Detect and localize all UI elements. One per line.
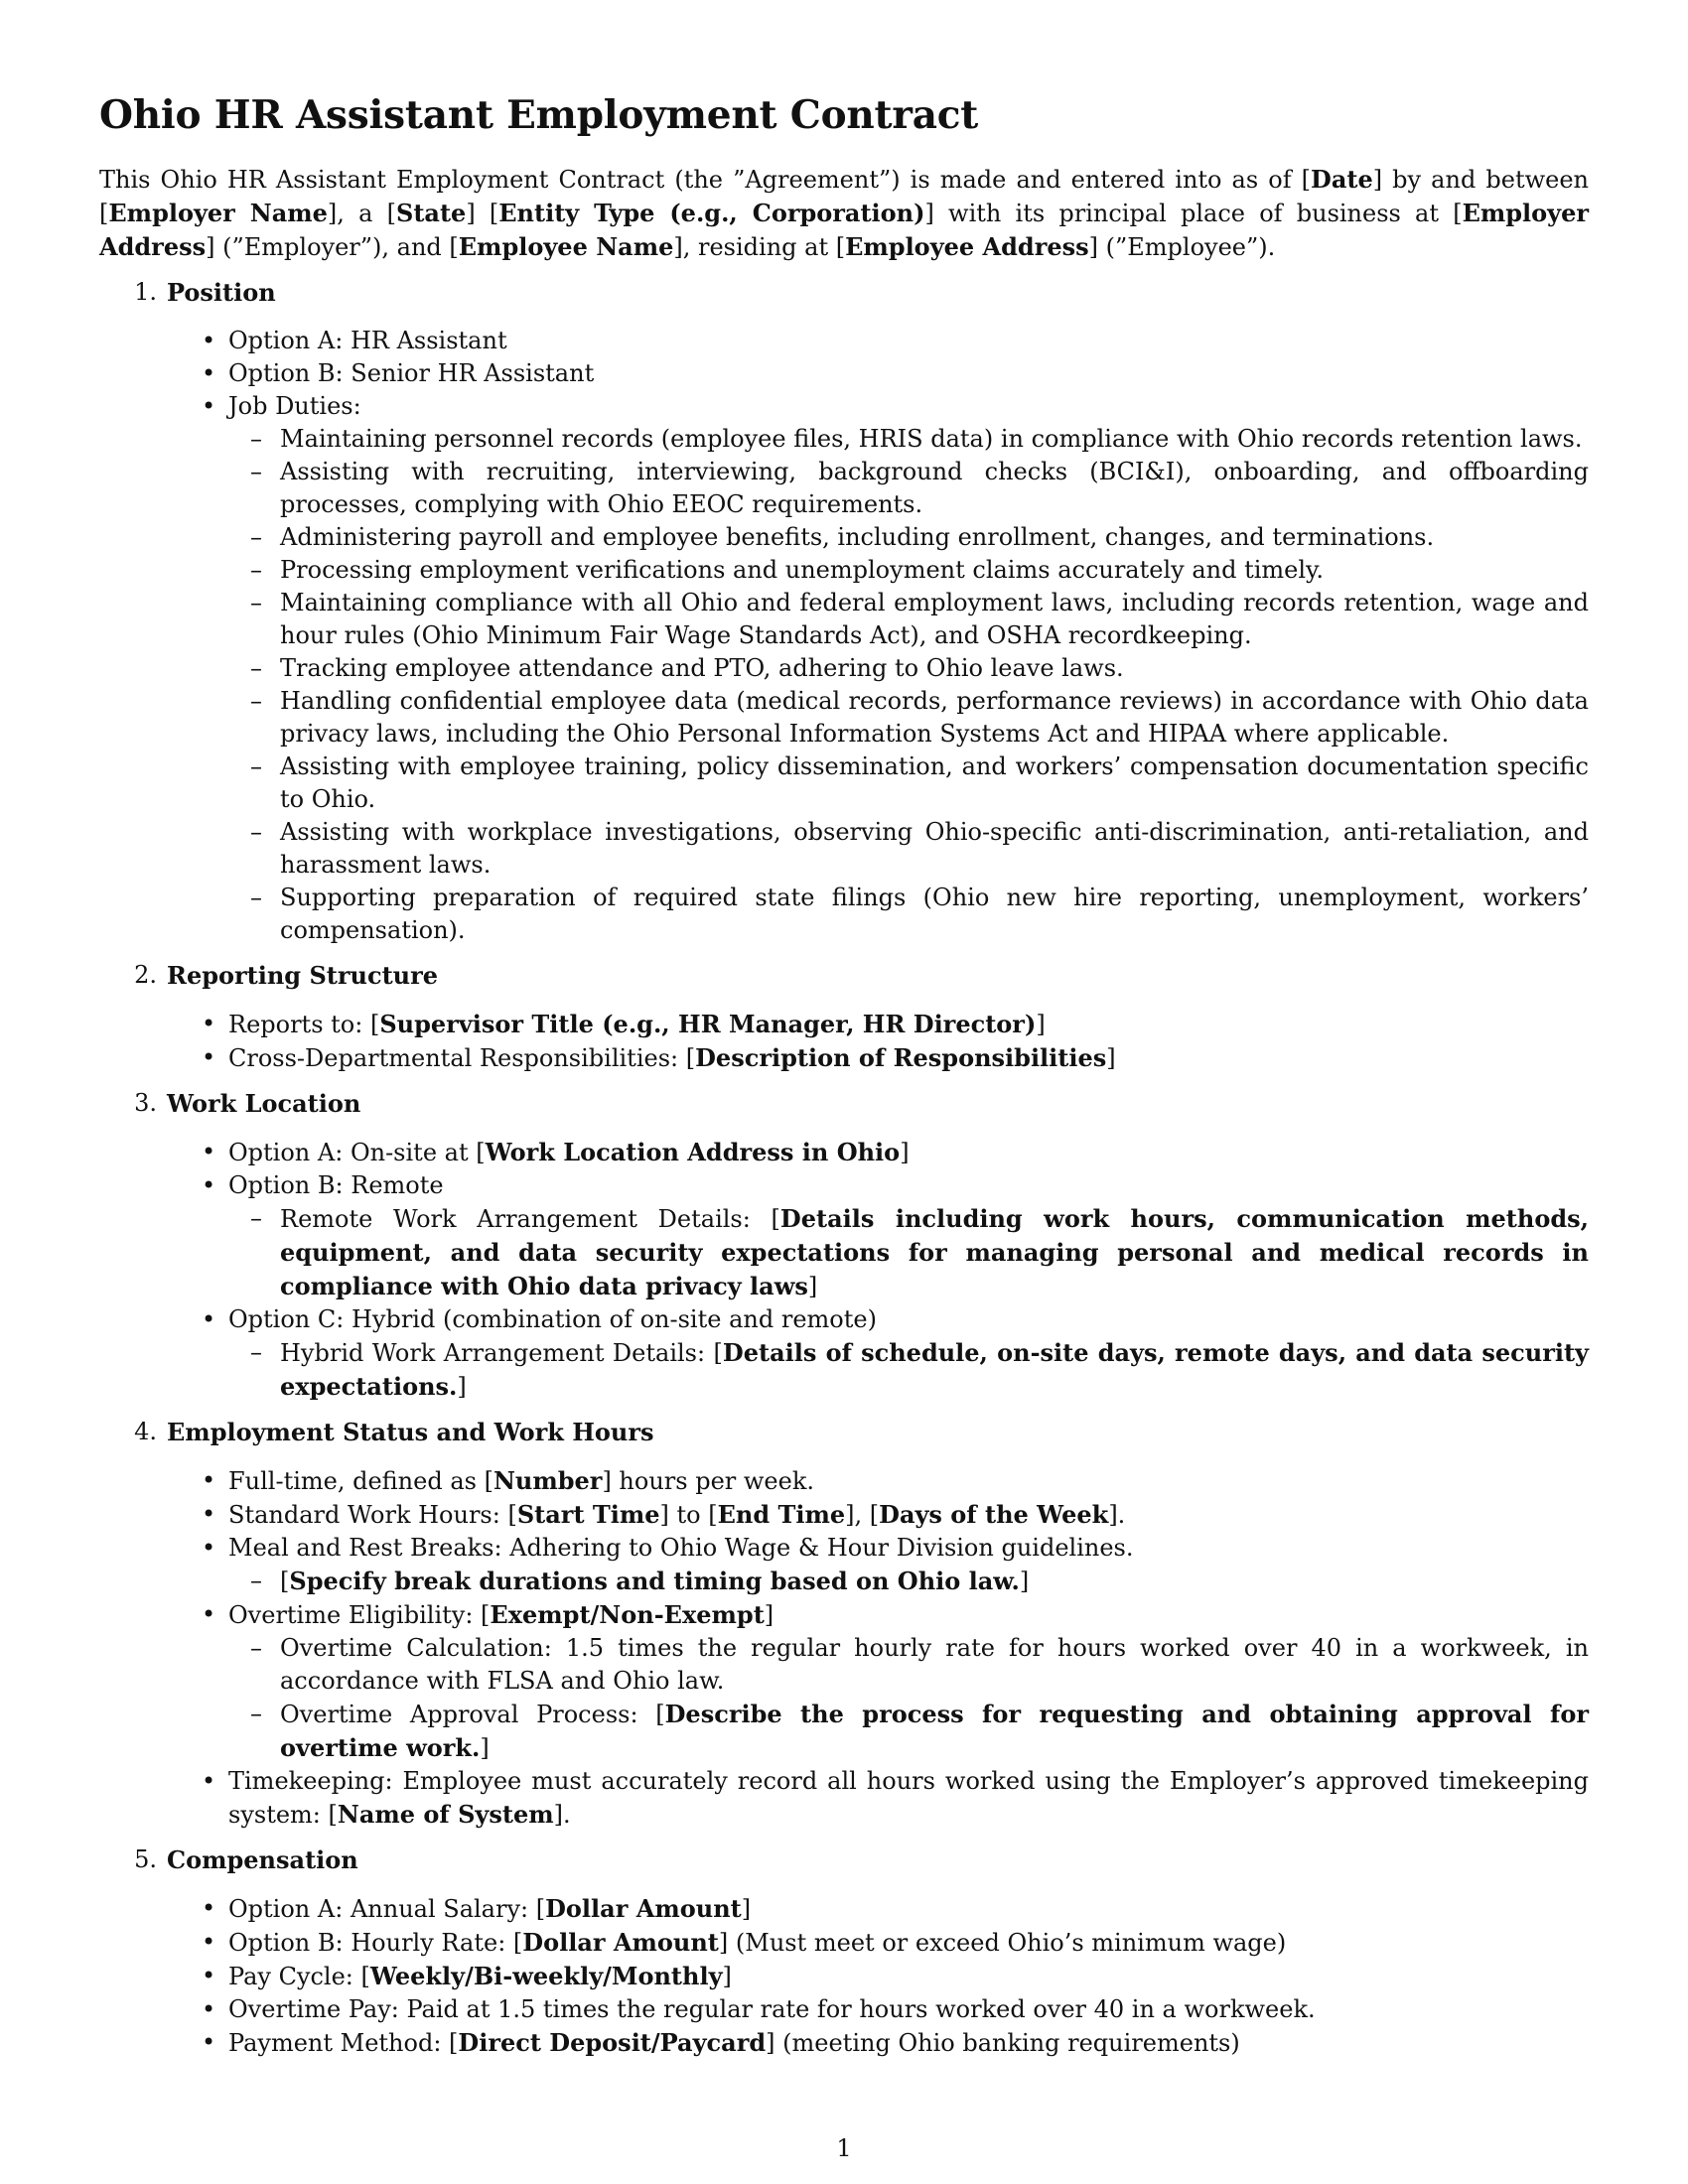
- list-item: • Job Duties: – Maintaining personnel records (employee files, HRIS data) in compliance with Ohio records retention laws. – Assisting with recruiting, interviewing, background checks (BCI&I), onboarding, and offboarding processes, complying with Ohio EEOC requirements. – Administering payroll and employee benefits, including enrollment, changes, and terminations. – Processing employment verifications and unemployment claims accurately and timely. – Maintaining compliance with all Ohio and federal employment laws, including records retention, wage and hour rules (Ohio Minimum Fair Wage Standards Act), and OSHA recordkeeping. – Tracking employee attendance and PTO, adhering to Ohio leave laws. – Handling confidential employee data (medical records, performance reviews) in accordance with Ohio data privacy laws, including the Ohio Personal Information Systems Act and HIPAA where applicable. – Assisting with employee training, policy dissemination, and workers’ compensation documentation specific to Ohio. – Assisting with workplace investigations, observing Ohio-specific anti-discrimination, anti-retaliation, and harassment laws. – Supporting preparation of required state filings (Ohio new hire reporting, unemployment, workers’ compensation).: [228, 390, 1589, 947]
- section-employment-status: [99, 1416, 1589, 1832]
- section-position: [99, 276, 1589, 947]
- list-item: • Option B: Senior HR Assistant: [202, 359, 595, 387]
- sub-item: – [Specify break durations and timing based on Ohio law.]: [250, 1567, 1030, 1595]
- section-heading: 4. Employment Status and Work Hours: [134, 1418, 654, 1446]
- section-compensation: [99, 1843, 1589, 2060]
- job-duties-list: [228, 423, 1589, 947]
- duty-item: – Assisting with recruiting, interviewing, background checks (BCI&I), onboarding, and offboarding processes, complying with Ohio EEOC requirements.: [250, 458, 1589, 518]
- sub-item: – Overtime Approval Process: [Describe the process for requesting and obtaining approval for overtime work.]: [250, 1700, 1589, 1762]
- intro-paragraph: This Ohio HR Assistant Employment Contract (the ”Agreement”) is made and entered into as of [Date] by and between [Employer Name], a [State] [Entity Type (e.g., Corporation)] with its principal place of business at [Employer Address] (”Employer”), and [Employee Name], residing at [Employee Address] (”Employee”).: [99, 165, 1590, 261]
- duty-item: – Tracking employee attendance and PTO, adhering to Ohio leave laws.: [250, 654, 1124, 682]
- list-item: • Payment Method: [Direct Deposit/Paycard] (meeting Ohio banking requirements): [202, 2028, 1240, 2057]
- section-heading: 5. Compensation: [134, 1845, 358, 1874]
- duty-item: – Administering payroll and employee benefits, including enrollment, changes, and terminations.: [250, 523, 1435, 551]
- list-item: • Timekeeping: Employee must accurately record all hours worked using the Employer’s approved timekeeping system: [Name of System].: [202, 1767, 1589, 1829]
- list-item: • Option C: Hybrid (combination of on-site and remote) – Hybrid Work Arrangement Details: [Details of schedule, on-site days, remote days, and data security expectations.]: [228, 1303, 1589, 1404]
- duty-item: – Handling confidential employee data (medical records, performance reviews) in accordance with Ohio data privacy laws, including the Ohio Personal Information Systems Act and HIPAA where applicable.: [250, 687, 1589, 748]
- duty-item: – Maintaining personnel records (employee files, HRIS data) in compliance with Ohio records retention laws.: [250, 425, 1583, 453]
- page-number: 1: [836, 2134, 852, 2162]
- section-heading: 1. Position: [134, 278, 276, 307]
- list-item: • Standard Work Hours: [Start Time] to [End Time], [Days of the Week].: [202, 1500, 1126, 1529]
- document-title: Ohio HR Assistant Employment Contract: [99, 92, 979, 138]
- list-item: • Option B: Remote – Remote Work Arrangement Details: [Details including work hours, communication methods, equipment, and data security expectations for managing personal and medical records in compliance with Ohio data privacy laws]: [228, 1169, 1589, 1303]
- list-item: • Meal and Rest Breaks: Adhering to Ohio Wage & Hour Division guidelines. – [Specify break durations and timing based on Ohio law.]: [228, 1532, 1589, 1598]
- list-item: • Pay Cycle: [Weekly/Bi-weekly/Monthly]: [202, 1962, 732, 1990]
- duty-item: – Supporting preparation of required state filings (Ohio new hire reporting, unemployment, workers’ compensation).: [250, 884, 1589, 944]
- sub-item: – Overtime Calculation: 1.5 times the regular hourly rate for hours worked over 40 in a workweek, in accordance with FLSA and Ohio law.: [250, 1634, 1589, 1695]
- duty-item: – Assisting with employee training, policy dissemination, and workers’ compensation documentation specific to Ohio.: [250, 752, 1589, 813]
- list-item: • Overtime Eligibility: [Exempt/Non-Exempt] – Overtime Calculation: 1.5 times the regular hourly rate for hours worked over 40 in a workweek, in accordance with FLSA and Ohio law. – Overtime Approval Process: [Describe the process for requesting and obtaining approval for overtime work.]: [228, 1598, 1589, 1765]
- list-item: • Option A: HR Assistant: [202, 327, 507, 354]
- section-heading: 3. Work Location: [134, 1089, 361, 1118]
- list-item: • Option A: On-site at [Work Location Address in Ohio]: [202, 1138, 910, 1166]
- section-heading: 2. Reporting Structure: [134, 961, 439, 990]
- section-work-location: [99, 1087, 1589, 1404]
- duty-item: – Processing employment verifications and unemployment claims accurately and timely.: [250, 556, 1325, 584]
- list-item: • Reports to: [Supervisor Title (e.g., HR Manager, HR Director)]: [202, 1010, 1046, 1038]
- duty-item: – Maintaining compliance with all Ohio and federal employment laws, including records retention, wage and hour rules (Ohio Minimum Fair Wage Standards Act), and OSHA recordkeeping.: [250, 589, 1589, 649]
- sub-item: – Remote Work Arrangement Details: [Details including work hours, communication methods, equipment, and data security expectations for managing personal and medical records in compliance with Ohio data privacy laws]: [250, 1204, 1589, 1300]
- list-item: • Cross-Departmental Responsibilities: [Description of Responsibilities]: [202, 1043, 1116, 1072]
- document-page: [99, 79, 1589, 2072]
- section-reporting-structure: [99, 959, 1589, 1075]
- list-item: • Overtime Pay: Paid at 1.5 times the regular rate for hours worked over 40 in a workweek.: [202, 1995, 1316, 2023]
- list-item: • Option B: Hourly Rate: [Dollar Amount] (Must meet or exceed Ohio’s minimum wage): [202, 1928, 1287, 1957]
- sub-item: – Hybrid Work Arrangement Details: [Details of schedule, on-site days, remote days, and data security expectations.]: [250, 1338, 1590, 1401]
- list-item: • Full-time, defined as [Number] hours per week.: [202, 1466, 814, 1495]
- list-item: • Option A: Annual Salary: [Dollar Amount]: [202, 1894, 752, 1923]
- duty-item: – Assisting with workplace investigations, observing Ohio-specific anti-discrimination, anti-retaliation, and harassment laws.: [250, 818, 1589, 879]
